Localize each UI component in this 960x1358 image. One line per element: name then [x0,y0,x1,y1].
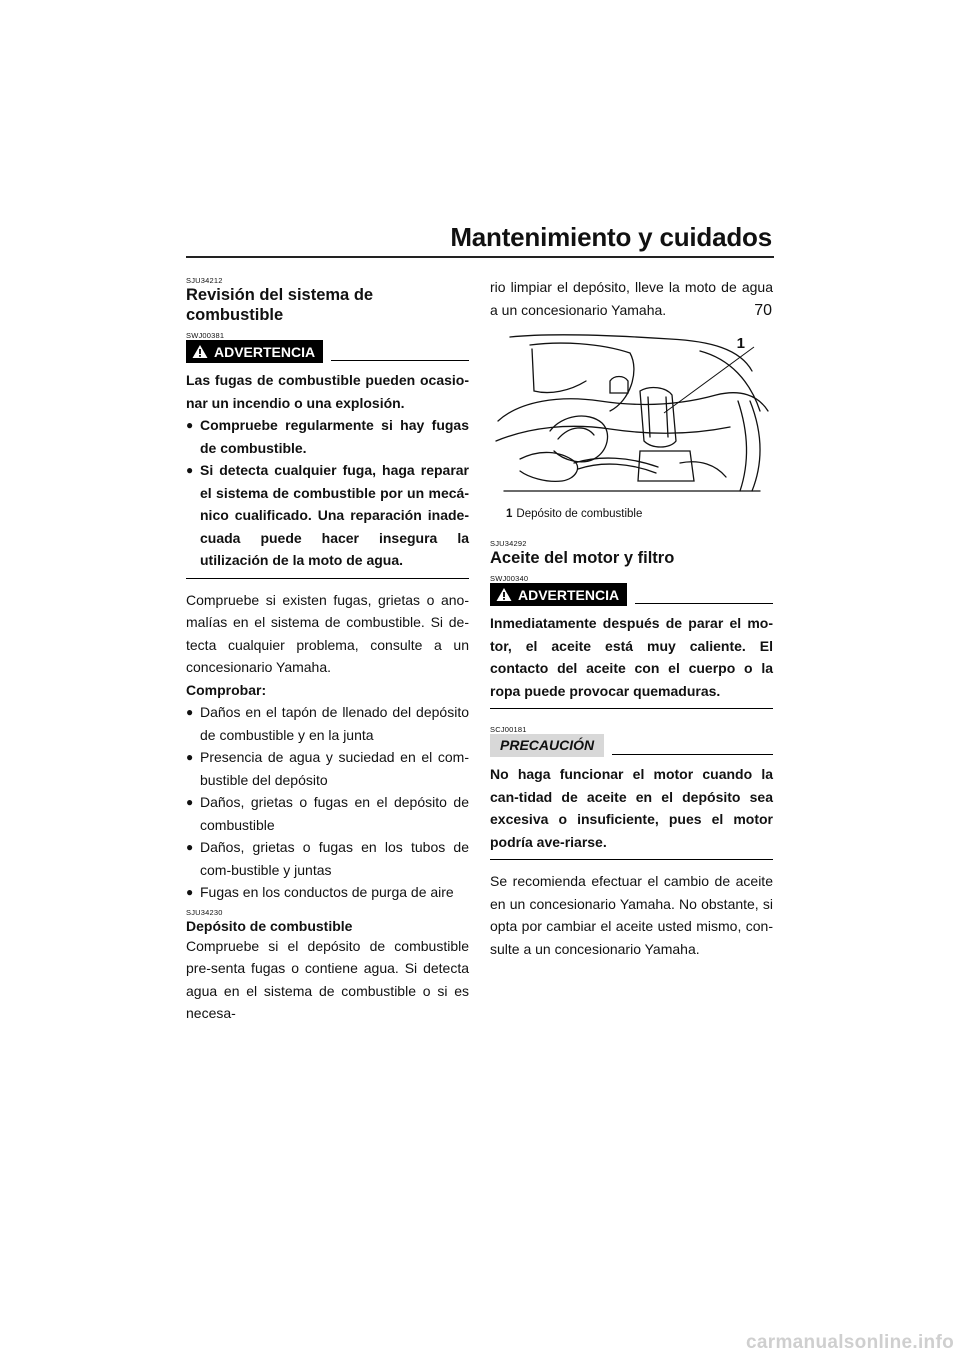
body-text: Se recomienda efectuar el cambio de aceite en un concesionario Yamaha. No obstante, si opta por cambiar el aceite usted mismo, con-sulte a un concesionario Yamaha. [490,873,773,957]
list-item: ● Daños, grietas o fugas en el depósito de combustible [186,791,469,836]
section-title-fuel-system: Revisión del sistema de combustible [186,286,374,324]
list-item: ● Presencia de agua y suciedad en el com-bustible del depósito [186,746,469,791]
bullet-icon: ● [186,750,194,764]
bullet-icon: ● [186,463,194,477]
check-list [186,701,469,904]
section-code: SJU34292 [490,539,527,548]
warning-triangle-icon [496,587,512,602]
warning-badge [186,340,323,363]
warning-badge [490,583,627,606]
figure-callout-number: 1 [736,335,745,352]
subsection-title-fuel-tank: Depósito de combustible [186,917,353,934]
warning-intro: Las fugas de combustible pueden ocasio-nar un incendio o una explosión. [186,372,469,411]
bullet-icon: ● [186,840,194,854]
list-item: ● Daños, grietas o fugas en los tubos de com-bustible y juntas [186,836,469,881]
warning-header [186,340,469,363]
caution-code: SCJ00181 [490,725,527,734]
caution-badge: PRECAUCIÓN [490,734,604,757]
section-code: SJU34212 [186,276,223,285]
bullet-icon: ● [186,418,194,432]
page-title: Mantenimiento y cuidados [450,222,772,252]
page-number: 70 [754,302,772,319]
caption-text: Depósito de combustible [516,508,643,520]
warning-code: SWJ00381 [186,331,225,340]
right-column [490,276,773,960]
warning-code: SWJ00340 [490,574,529,583]
section-title-engine-oil: Aceite del motor y filtro [490,549,675,567]
subsection-body: Compruebe si el depósito de combustible pre-senta fugas o contiene agua. Si detecta agua en el sistema de combustible o si es necesa- [186,937,469,1021]
list-item: ● Si detecta cualquier fuga, haga reparar el sistema de combustible por un mecá-nico cualificado. Una reparación inade-cuada puede hacer insegura la utilización de la moto de agua. [186,459,469,572]
body-text: Compruebe si existen fugas, grietas o ano-malías en el sistema de combustible. Si de-tecta cualquier problema, consulte a un concesionario Yamaha. [186,591,469,675]
bullet-icon: ● [186,795,194,809]
warning-list [186,414,469,572]
title-rule [186,256,774,258]
warning-label: ADVERTENCIA [214,343,316,360]
caution-header [490,734,773,757]
warning-bottom-rule [186,578,469,579]
warning-bottom-rule [490,708,773,709]
caution-rule [612,754,773,755]
warning-label: ADVERTENCIA [518,586,620,603]
list-item: ● Fugas en los conductos de purga de aire [186,881,469,904]
warning-rule [635,603,773,604]
list-item: ● Compruebe regularmente si hay fugas de combustible. [186,414,469,459]
warning-rule [331,360,469,361]
caption-number: 1 [506,508,513,520]
caution-bottom-rule [490,859,773,860]
fuel-tank-illustration [490,331,773,501]
engine-bay-drawing [490,331,773,501]
bullet-icon: ● [186,885,194,899]
left-column [186,276,469,1025]
list-item: ● Daños en el tapón de llenado del depósito de combustible y en la junta [186,701,469,746]
watermark: carmanualsonline.info [746,1332,954,1353]
warning-text: Inmediatamente después de parar el mo-tor, el aceite está muy caliente. El contacto del aceite con el cuerpo o la ropa puede provocar quemaduras. [490,615,773,699]
subsection-code: SJU34230 [186,907,223,917]
figure-caption [506,507,773,521]
caution-text: No haga funcionar el motor cuando la can-tidad de aceite en el depósito sea excesiva o insuficiente, pues el motor podría ave-riarse. [490,766,773,850]
bullet-icon: ● [186,705,194,719]
warning-header [490,583,773,606]
continued-body: rio limpiar el depósito, lleve la moto de agua a un concesionario Yamaha. [490,279,773,318]
warning-triangle-icon [192,344,208,359]
check-label: Comprobar: [186,681,267,698]
